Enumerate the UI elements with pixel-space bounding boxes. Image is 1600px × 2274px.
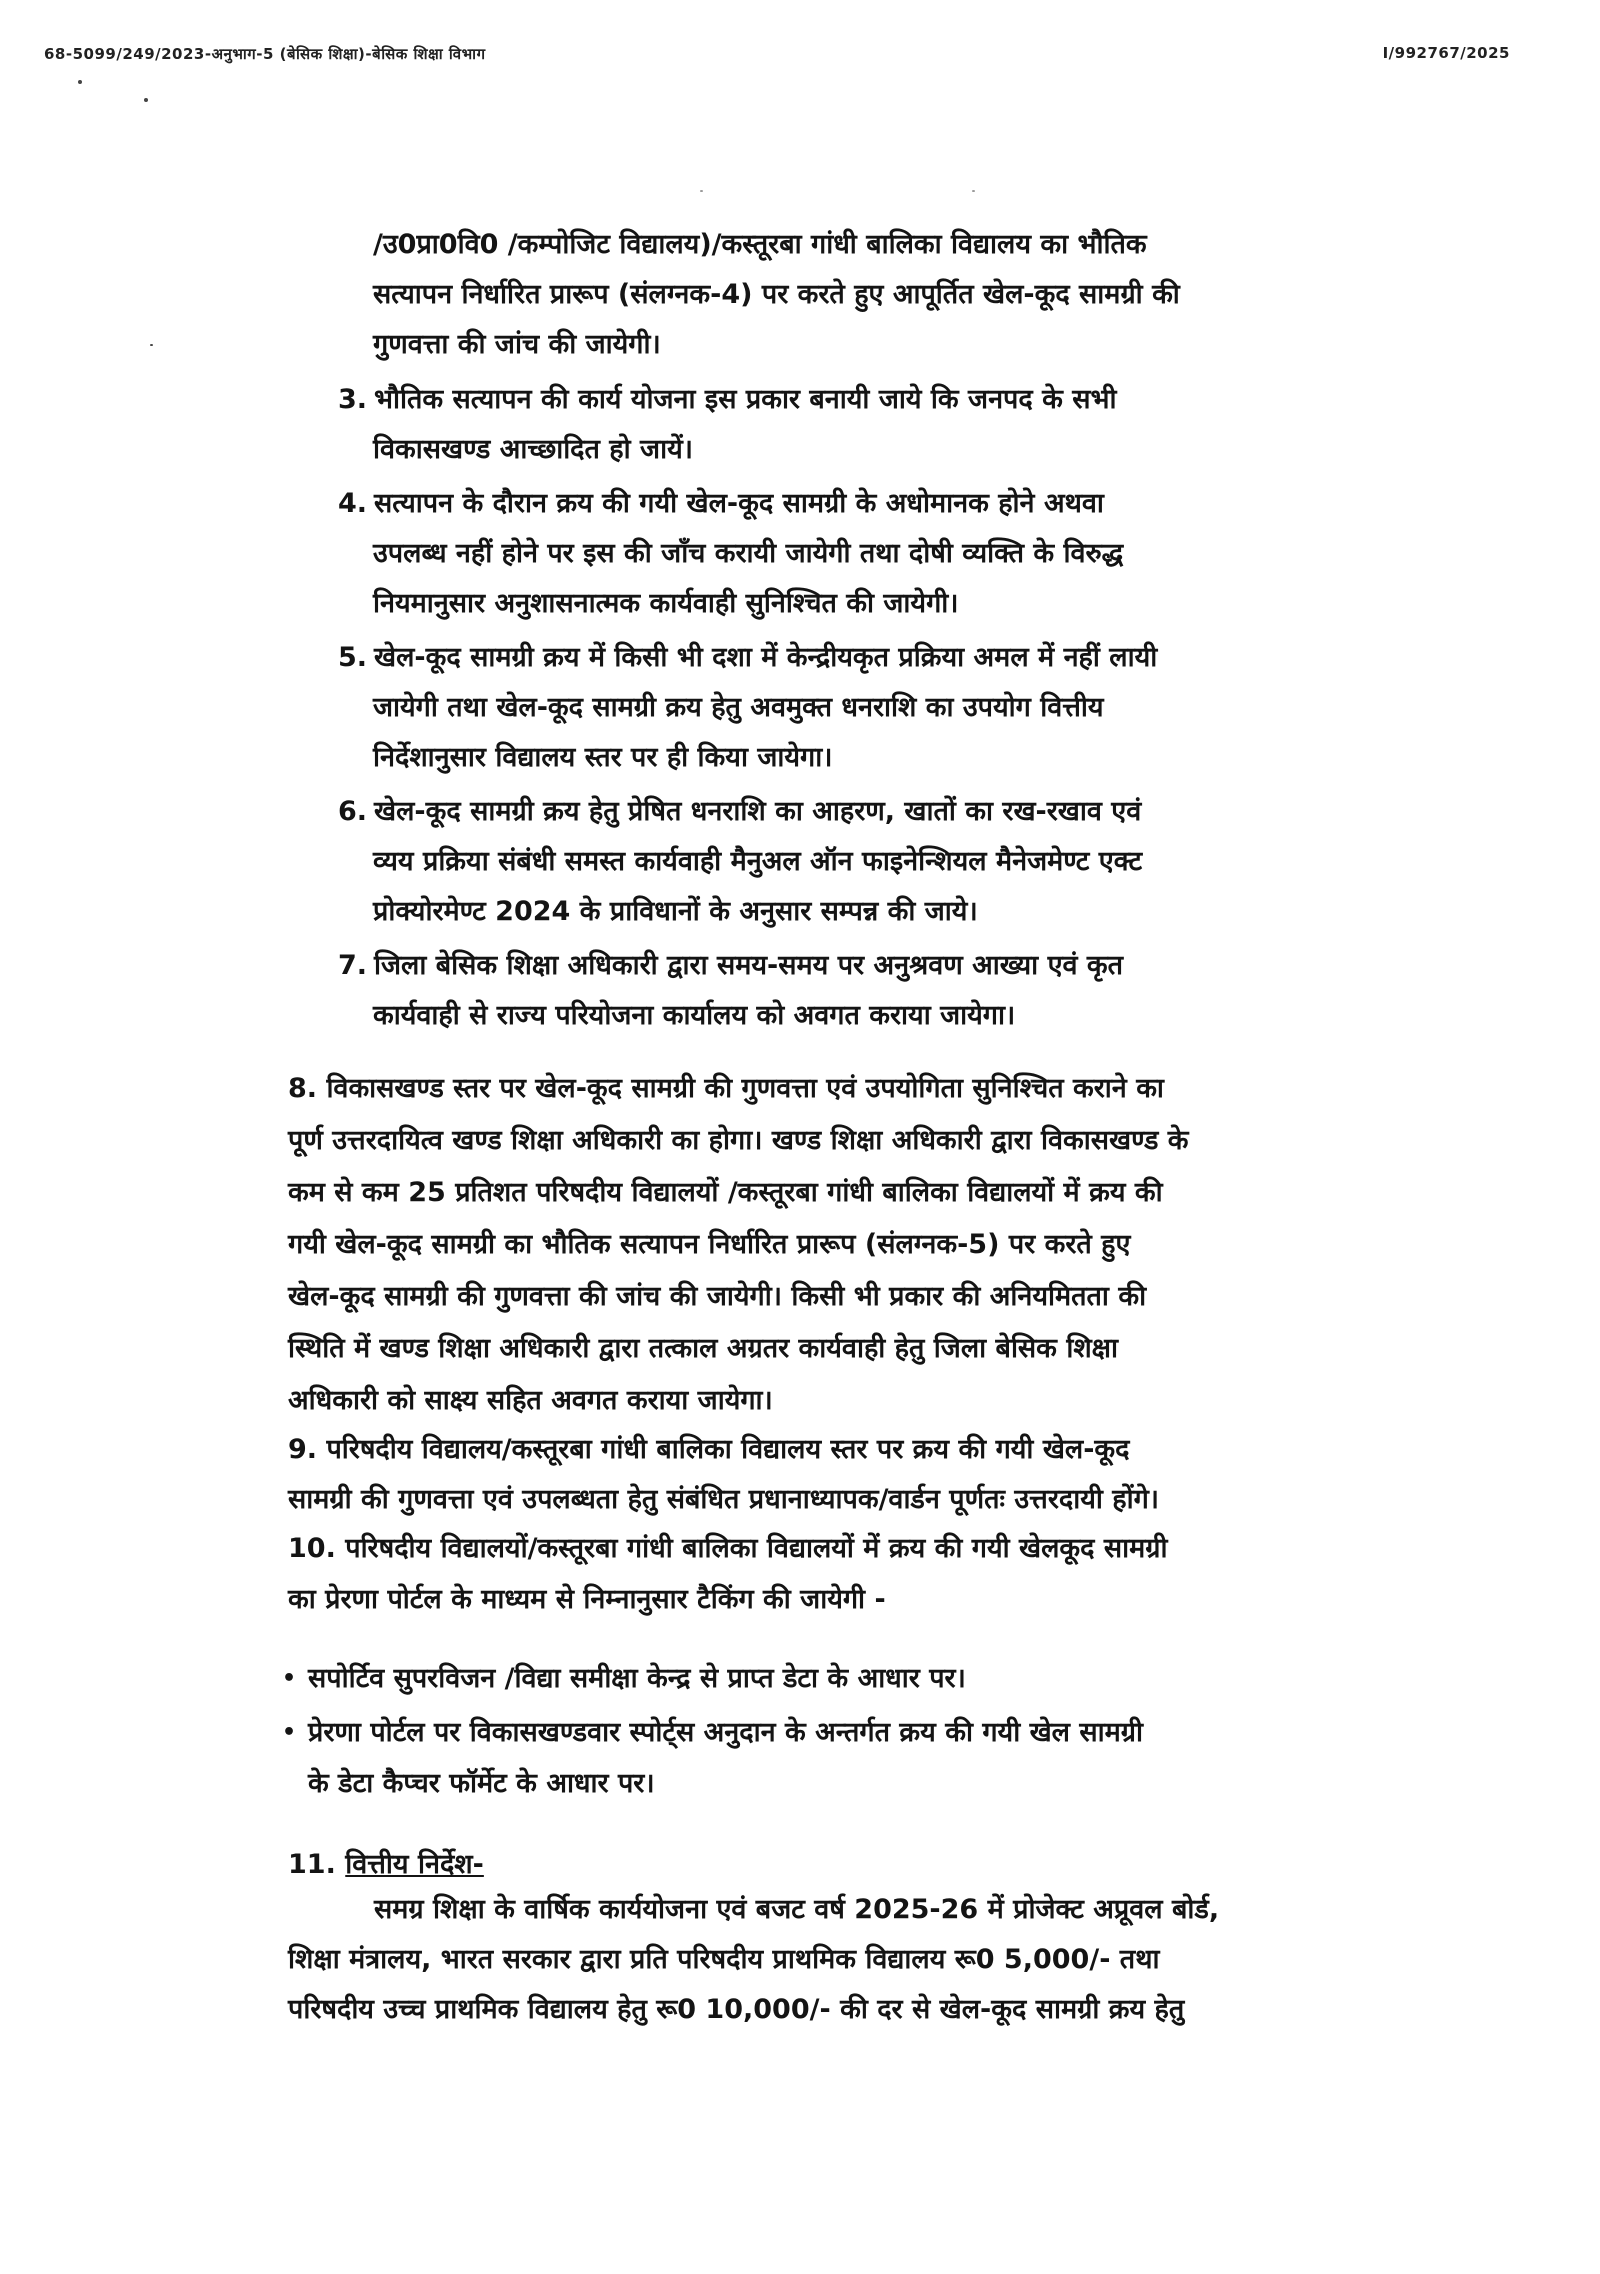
scan-speck	[144, 98, 148, 102]
intro-line: /उ0प्रा0वि0 /कम्पोजिट विद्यालय)/कस्तूरबा गांधी बालिका विद्यालय का भौतिक	[373, 229, 1147, 260]
item-text-cont: जायेगी तथा खेल-कूद सामग्री क्रय हेतु अवमुक्त धनराशि का उपयोग वित्तीय	[373, 692, 1104, 723]
list-item-3	[338, 383, 1117, 417]
list-item-7	[338, 949, 1123, 983]
scan-speck	[700, 190, 703, 192]
para-9-line: 9. परिषदीय विद्यालय/कस्तूरबा गांधी बालिका विद्यालय स्तर पर क्रय की गयी खेल-कूद	[288, 1434, 1130, 1465]
para-8-line: अधिकारी को साक्ष्य सहित अवगत कराया जायेगा।	[288, 1385, 773, 1416]
section-title: वित्तीय निर्देश-	[345, 1849, 484, 1880]
item-number: 4.	[338, 488, 368, 519]
item-number: 3.	[338, 384, 368, 415]
para-8-line: 8. विकासखण्ड स्तर पर खेल-कूद सामग्री की गुणवत्ता एवं उपयोगिता सुनिश्चित कराने का	[288, 1073, 1164, 1104]
para-9-line: सामग्री की गुणवत्ता एवं उपलब्धता हेतु संबंधित प्रधानाध्यापक/वार्डन पूर्णतः उत्तरदायी होंगे।	[288, 1484, 1160, 1515]
scan-speck	[78, 80, 82, 84]
intro-line: गुणवत्ता की जांच की जायेगी।	[373, 329, 661, 360]
bullet-icon: •	[282, 1720, 297, 1745]
intro-line: सत्यापन निर्धारित प्रारूप (संलग्नक-4) पर करते हुए आपूर्तित खेल-कूद सामग्री की	[373, 279, 1180, 310]
bullet-item-cont: के डेटा कैप्चर फॉर्मेट के आधार पर।	[308, 1768, 655, 1799]
section-11-line: परिषदीय उच्च प्राथमिक विद्यालय हेतु रू0 10,000/- की दर से खेल-कूद सामग्री क्रय हेतु	[288, 1994, 1185, 2025]
bullet-icon: •	[282, 1666, 297, 1691]
list-item-5	[338, 641, 1157, 675]
item-text-cont: कार्यवाही से राज्य परियोजना कार्यालय को अवगत कराया जायेगा।	[373, 1000, 1016, 1031]
file-reference: 68-5099/249/2023-अनुभाग-5 (बेसिक शिक्षा)-बेसिक शिक्षा विभाग	[44, 45, 486, 63]
item-text-cont: नियमानुसार अनुशासनात्मक कार्यवाही सुनिश्चित की जायेगी।	[373, 588, 959, 619]
para-8-line: कम से कम 25 प्रतिशत परिषदीय विद्यालयों /कस्तूरबा गांधी बालिका विद्यालयों में क्रय की	[288, 1177, 1163, 1208]
item-number: 6.	[338, 796, 368, 827]
section-11-line: शिक्षा मंत्रालय, भारत सरकार द्वारा प्रति परिषदीय प्राथमिक विद्यालय रू0 5,000/- तथा	[288, 1944, 1160, 1975]
item-text: जिला बेसिक शिक्षा अधिकारी द्वारा समय-समय पर अनुश्रवण आख्या एवं कृत	[374, 950, 1124, 981]
item-text: खेल-कूद सामग्री क्रय हेतु प्रेषित धनराशि का आहरण, खातों का रख-रखाव एवं	[374, 796, 1142, 827]
list-item-6	[338, 795, 1141, 829]
bullet-item: प्रेरणा पोर्टल पर विकासखण्डवार स्पोर्ट्स अनुदान के अन्तर्गत क्रय की गयी खेल सामग्री	[308, 1717, 1143, 1748]
scan-speck	[972, 190, 975, 192]
item-text: खेल-कूद सामग्री क्रय में किसी भी दशा में केन्द्रीयकृत प्रक्रिया अमल में नहीं लायी	[374, 642, 1158, 673]
para-8-line: खेल-कूद सामग्री की गुणवत्ता की जांच की जायेगी। किसी भी प्रकार की अनियमितता की	[288, 1281, 1147, 1312]
para-8-line: गयी खेल-कूद सामग्री का भौतिक सत्यापन निर्धारित प्रारूप (संलग्नक-5) पर करते हुए	[288, 1229, 1131, 1260]
item-text-cont: व्यय प्रक्रिया संबंधी समस्त कार्यवाही मैनुअल ऑन फाइनेन्शियल मैनेजमेण्ट एक्ट	[373, 846, 1143, 877]
section-number: 11.	[288, 1849, 336, 1880]
item-text-cont: निर्देशानुसार विद्यालय स्तर पर ही किया जायेगा।	[373, 742, 833, 773]
item-text: सत्यापन के दौरान क्रय की गयी खेल-कूद सामग्री के अधोमानक होने अथवा	[374, 488, 1104, 519]
item-text: भौतिक सत्यापन की कार्य योजना इस प्रकार बनायी जाये कि जनपद के सभी	[374, 384, 1117, 415]
section-11-heading	[288, 1848, 484, 1882]
para-10-line: 10. परिषदीय विद्यालयों/कस्तूरबा गांधी बालिका विद्यालयों में क्रय की गयी खेलकूद सामग्री	[288, 1533, 1168, 1564]
scan-speck	[150, 344, 153, 346]
para-8-line: पूर्ण उत्तरदायित्व खण्ड शिक्षा अधिकारी का होगा। खण्ड शिक्षा अधिकारी द्वारा विकासखण्ड के	[288, 1125, 1189, 1156]
item-number: 7.	[338, 950, 368, 981]
bullet-item: सपोर्टिव सुपरविजन /विद्या समीक्षा केन्द्र से प्राप्त डेटा के आधार पर।	[308, 1663, 966, 1694]
document-number: I/992767/2025	[1382, 44, 1510, 62]
item-text-cont: उपलब्ध नहीं होने पर इस की जाँच करायी जायेगी तथा दोषी व्यक्ति के विरुद्ध	[373, 538, 1124, 569]
section-11-line: समग्र शिक्षा के वार्षिक कार्ययोजना एवं बजट वर्ष 2025-26 में प्रोजेक्ट अप्रूवल बोर्ड,	[374, 1894, 1220, 1925]
para-10-line: का प्रेरणा पोर्टल के माध्यम से निम्नानुसार टैकिंग की जायेगी -	[288, 1584, 886, 1615]
para-8-line: स्थिति में खण्ड शिक्षा अधिकारी द्वारा तत्काल अग्रतर कार्यवाही हेतु जिला बेसिक शिक्षा	[288, 1333, 1119, 1364]
list-item-4	[338, 487, 1104, 521]
item-number: 5.	[338, 642, 368, 673]
item-text-cont: विकासखण्ड आच्छादित हो जायें।	[373, 434, 693, 465]
item-text-cont: प्रोक्योरमेण्ट 2024 के प्राविधानों के अनुसार सम्पन्न की जाये।	[373, 896, 978, 927]
